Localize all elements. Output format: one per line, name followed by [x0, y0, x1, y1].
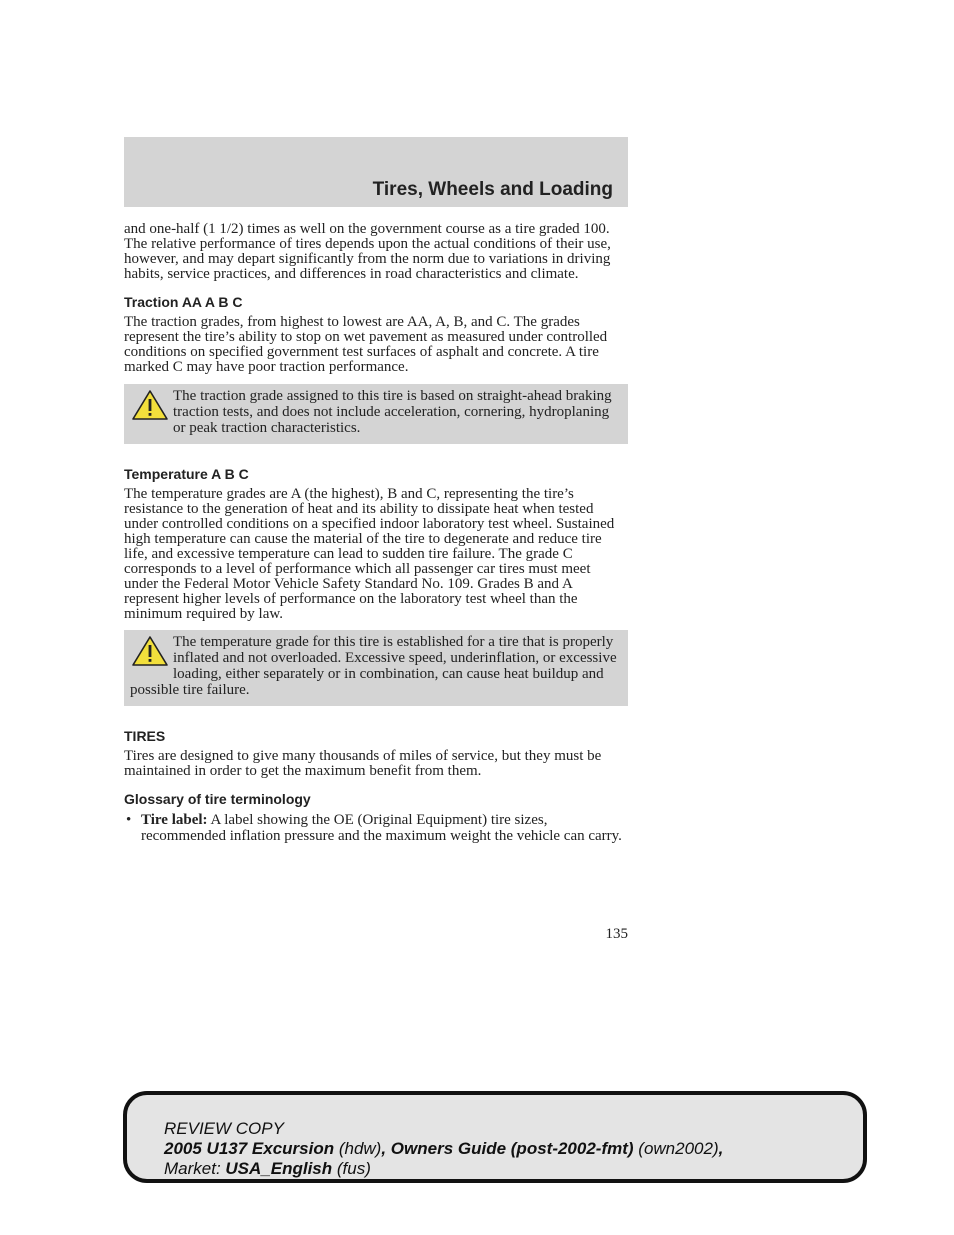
- warning-triangle-icon: [130, 388, 170, 422]
- tires-paragraph: Tires are designed to give many thousands of miles of service, but they must be maintained in order to get the maximum benefit from them.: [124, 748, 602, 779]
- temperature-heading: Temperature A B C: [124, 466, 249, 482]
- footer-separator: ,: [381, 1139, 391, 1158]
- review-copy-footer: [123, 1091, 867, 1183]
- warning-triangle-icon: [130, 634, 170, 668]
- page-content: [124, 222, 628, 844]
- footer-separator: ,: [718, 1139, 724, 1158]
- footer-guide: Owners Guide (post-2002-fmt): [390, 1139, 634, 1158]
- traction-heading: Traction AA A B C: [124, 294, 243, 310]
- footer-market-code: (fus): [332, 1159, 371, 1178]
- traction-paragraph: The traction grades, from highest to lowest are AA, A, B, and C. The grades represent the tire’s ability to stop on wet pavement as measured under controlled conditions on specified government test surfaces of asphalt and concrete. A tire marked C may have poor traction performance.: [124, 314, 608, 375]
- page-number: 135: [605, 926, 628, 942]
- section-title: Tires, Wheels and Loading: [372, 179, 613, 200]
- glossary-definition: A label showing the OE (Original Equipment) tire sizes, recommended inflation pressure and the maximum weight the vehicle can carry.: [141, 812, 622, 844]
- temperature-warning-text: The temperature grade for this tire is established for a tire that is properly inflated and not overloaded. Excessive speed, underinflation, or excessive loading, either separately or in combination, can cause heat buildup and possible tire failure.: [130, 634, 617, 698]
- footer-market: USA_English: [225, 1159, 333, 1178]
- bullet: •: [126, 812, 132, 828]
- footer-market-line: [164, 1159, 723, 1179]
- footer-model: 2005 U137 Excursion: [164, 1139, 335, 1158]
- footer-text: [164, 1119, 723, 1179]
- review-copy-label: REVIEW COPY: [164, 1119, 284, 1138]
- footer-guide-code: (own2002): [633, 1139, 719, 1158]
- footer-document-line: [164, 1139, 723, 1159]
- list-item: [124, 812, 628, 844]
- temperature-warning-box: [124, 630, 628, 706]
- glossary-term: Tire label:: [141, 812, 208, 828]
- traction-warning-box: [124, 384, 628, 444]
- tires-heading: TIRES: [124, 728, 166, 744]
- footer-model-code: (hdw): [334, 1139, 382, 1158]
- glossary-heading: Glossary of tire terminology: [124, 791, 311, 807]
- traction-warning-text: The traction grade assigned to this tire is based on straight-ahead braking traction tests, and does not include acceleration, cornering, hydroplaning or peak traction characteristics.: [173, 388, 612, 436]
- temperature-paragraph: The temperature grades are A (the highest), B and C, representing the tire’s resistance to the generation of heat and its ability to dissipate heat when tested under controlled conditions on a specified indoor laboratory test wheel. Sustained high temperature can cause the material of the tire to degenerate and reduce tire life, and excessive temperature can lead to sudden tire failure. The grade C corresponds to a level of performance which all passenger car tires must meet under the Federal Motor Vehicle Safety Standard No. 109. Grades B and A represent higher levels of performance on the laboratory test wheel than the minimum required by law.: [124, 486, 615, 622]
- footer-market-label: Market:: [164, 1159, 226, 1178]
- intro-paragraph: and one-half (1 1/2) times as well on the government course as a tire graded 100. The relative performance of tires depends upon the actual conditions of their use, however, and may depart significantly from the norm due to variations in driving habits, service practices, and differences in road characteristics and climate.: [124, 221, 611, 282]
- glossary-list: [124, 812, 628, 844]
- section-header-band: [124, 137, 628, 207]
